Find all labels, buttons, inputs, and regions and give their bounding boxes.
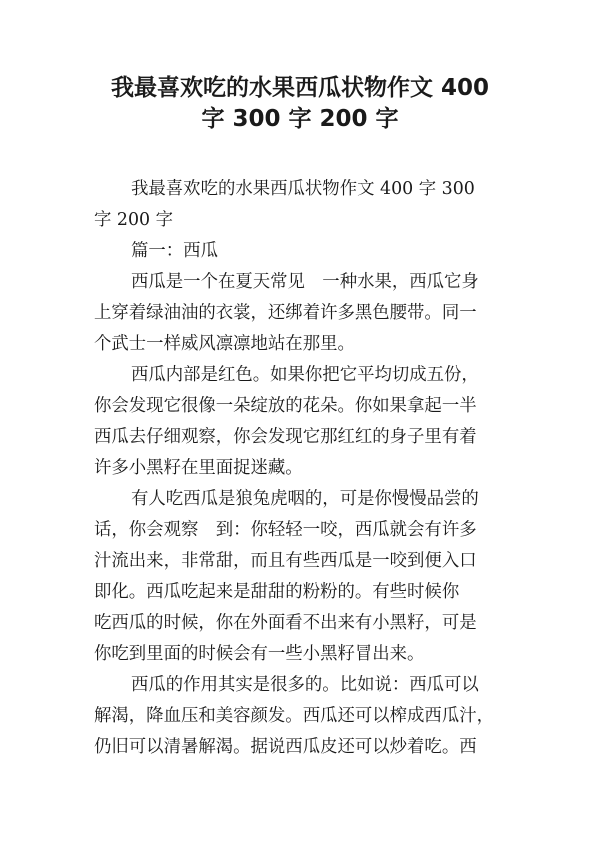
document-body xyxy=(94,174,514,763)
body-line: 吃西瓜的时候，你在外面看不出来有小黑籽，可是 xyxy=(94,613,477,633)
body-line: 我最喜欢吃的水果西瓜状物作文 400 字 300 xyxy=(131,179,475,199)
body-line: 西瓜的作用其实是很多的。比如说：西瓜可以 xyxy=(131,675,479,695)
body-line: 西瓜是一个在夏天常见 一种水果，西瓜它身 xyxy=(131,272,479,292)
body-line: 汁流出来，非常甜，而且有些西瓜是一咬到便入口 xyxy=(94,551,477,571)
body-line: 你会发现它很像一朵绽放的花朵。你如果拿起一半 xyxy=(94,396,477,416)
body-line: 西瓜去仔细观察，你会发现它那红红的身子里有着 xyxy=(94,427,477,447)
body-line: 话，你会观察 到：你轻轻一咬，西瓜就会有许多 xyxy=(94,520,477,540)
title-line-2: 字 300 字 200 字 xyxy=(201,106,399,132)
body-line: 西瓜内部是红色。如果你把它平均切成五份， xyxy=(131,365,479,385)
body-line: 许多小黑籽在里面捉迷藏。 xyxy=(94,458,303,478)
body-line: 有人吃西瓜是狼兔虎咽的，可是你慢慢品尝的 xyxy=(131,489,479,509)
body-line: 解渴，降血压和美容颜发。西瓜还可以榨成西瓜汁， xyxy=(94,706,494,726)
body-line: 字 200 字 xyxy=(94,210,174,230)
section-heading: 篇一：西瓜 xyxy=(131,241,218,261)
title-line-1: 我最喜欢吃的水果西瓜状物作文 400 xyxy=(110,75,490,101)
body-line: 你吃到里面的时候会有一些小黑籽冒出来。 xyxy=(94,644,425,664)
document-title xyxy=(60,70,540,132)
body-line: 仍旧可以清暑解渴。据说西瓜皮还可以炒着吃。西 xyxy=(94,737,477,757)
body-line: 上穿着绿油油的衣裳，还绑着许多黑色腰带。同一 xyxy=(94,303,477,323)
body-line: 个武士一样威风凛凛地站在那里。 xyxy=(94,334,355,354)
body-line: 即化。西瓜吃起来是甜甜的粉粉的。有些时候你 xyxy=(94,582,460,602)
